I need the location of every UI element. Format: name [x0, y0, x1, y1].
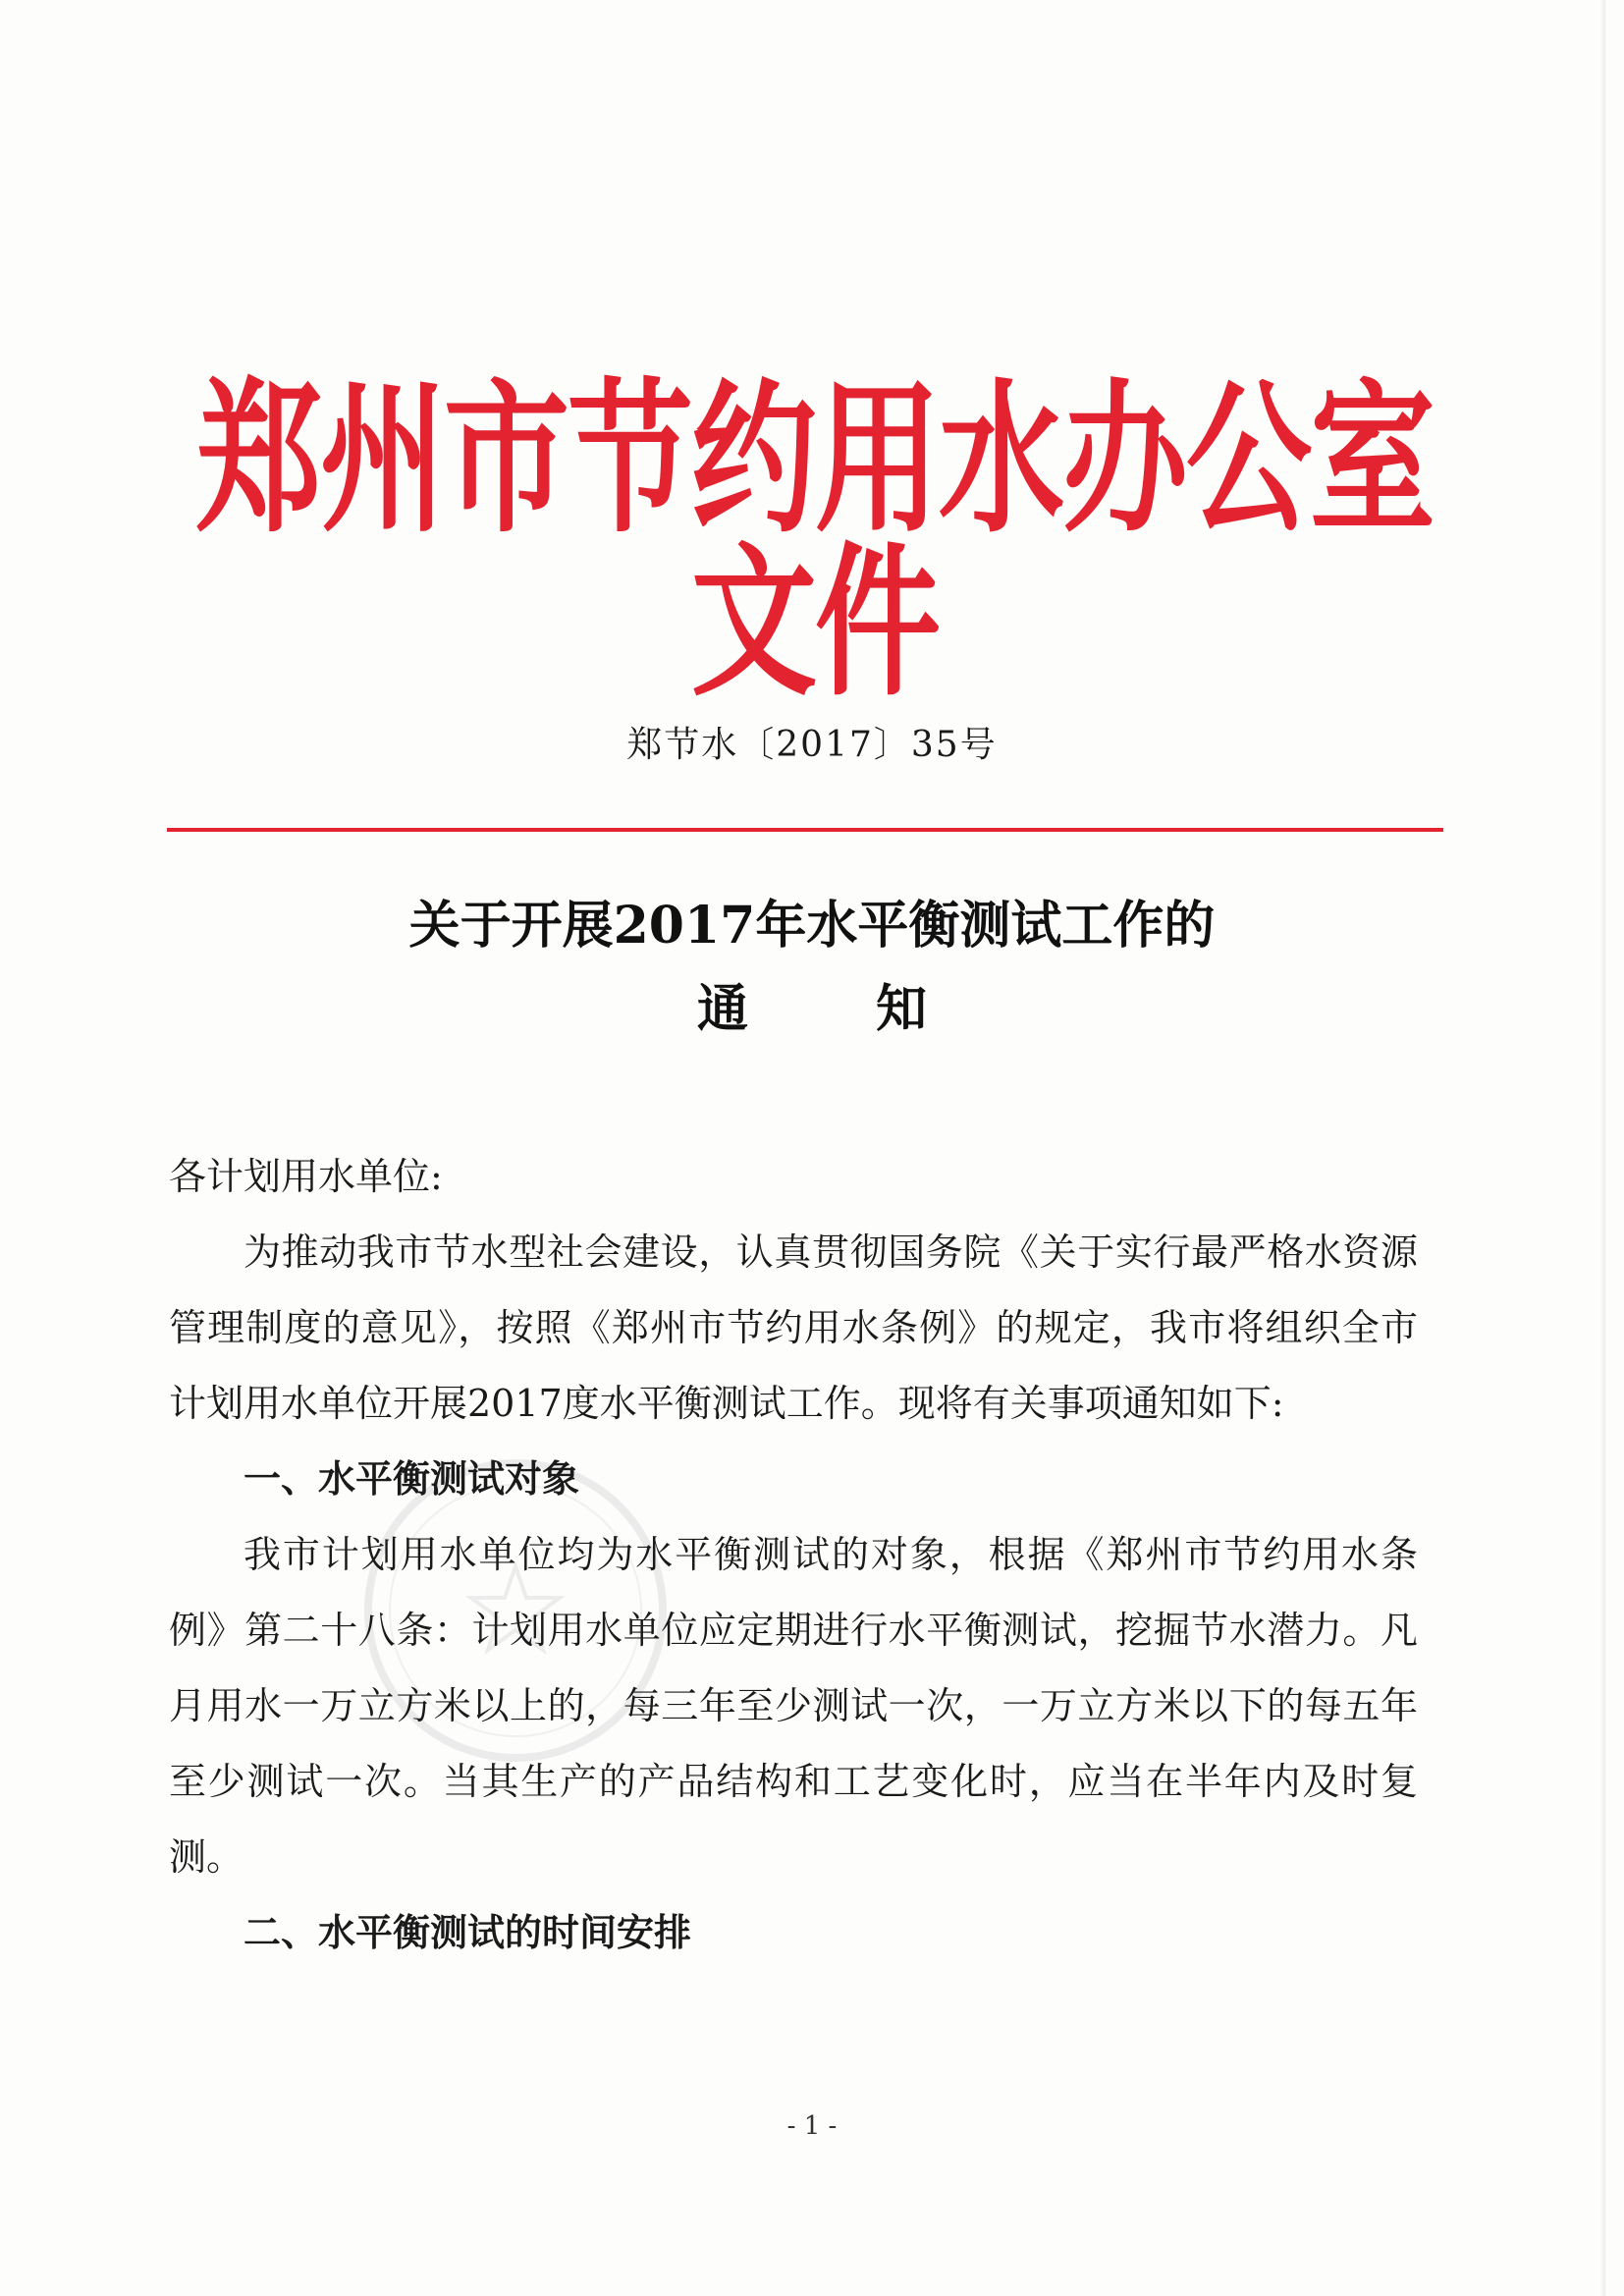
- issuer-header-title: 郑州市节约用水办公室文件: [196, 363, 1435, 720]
- page-number: - 1 -: [786, 2111, 838, 2141]
- subject-title-line1: 关于开展2017年水平衡测试工作的: [408, 896, 1216, 956]
- salutation: 各计划用水单位:: [169, 1155, 443, 1198]
- section-heading-1: 一、水平衡测试对象: [244, 1457, 580, 1501]
- section-heading-2: 二、水平衡测试的时间安排: [244, 1911, 692, 1954]
- red-divider-line: [167, 828, 1443, 832]
- section-1-paragraph: 我市计划用水单位均为水平衡测试的对象，根据《郑州市节约用水条例》第二十八条：计划用水单位应定期进行水平衡测试，挖掘节水潜力。凡月用水一万立方米以上的，每三年至少测试一次，一万立方米以下的每五年至少测试一次。当其生产的产品结构和工艺变化时，应当在半年内及时复测。: [169, 1533, 1418, 1879]
- subject-title-line2: 通知: [696, 979, 1055, 1039]
- intro-paragraph: 为推动我市节水型社会建设，认真贯彻国务院《关于实行最严格水资源管理制度的意见》，按照《郑州市节约用水条例》的规定，我市将组织全市计划用水单位开展2017度水平衡测试工作。现将有关事项通知如下:: [169, 1230, 1418, 1425]
- document-body: [169, 1139, 1418, 1971]
- document-number: 郑节水〔2017〕35号: [626, 725, 998, 765]
- scan-edge-shadow: [1600, 0, 1606, 2296]
